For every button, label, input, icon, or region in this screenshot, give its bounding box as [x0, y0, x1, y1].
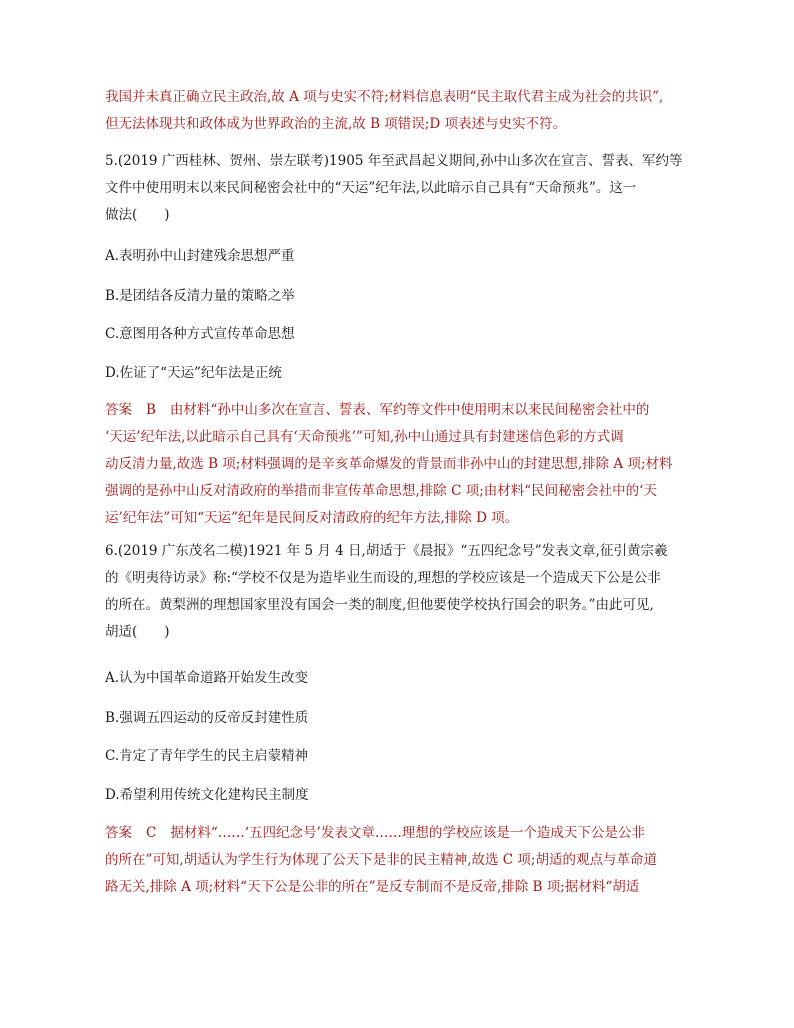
q5-stem — [105, 148, 690, 229]
q6-option-d: D.希望利用传统文化建构民主制度 — [105, 787, 309, 803]
q5-answer — [105, 397, 690, 532]
q6-option-b: B.强调五四运动的反帝反封建性质 — [105, 710, 309, 726]
q6-answer-line: 的所在”可知,胡适认为学生行为体现了公天下是非的民主精神,故选 C 项;胡适的观点与革命道 — [105, 852, 657, 868]
prev-explanation-line: 但无法体现共和政体成为世界政治的主流,故 B 项错误;D 项表述与史实不符。 — [105, 116, 566, 132]
q5-answer-label: 答案 — [105, 402, 132, 418]
q5-stem-line: 文件中使用明末以来民间秘密会社中的“天运”纪年法,以此暗示自己具有“天命预兆”。这一 — [105, 180, 637, 196]
q6-option-c: C.肯定了青年学生的民主启蒙精神 — [105, 748, 309, 764]
q5-answer-choice: B — [146, 402, 156, 418]
q5-answer-line: 强调的是孙中山反对清政府的举措而非宣传革命思想,排除 C 项;由材料“民间秘密会社中的‘天 — [105, 483, 657, 499]
q5-stem-line: 做法( ) — [105, 207, 170, 223]
q6-answer-line — [105, 820, 690, 847]
q5-option-c: C.意图用各种方式宣传革命思想 — [105, 326, 295, 342]
q6-answer — [105, 820, 690, 901]
prev-explanation-line: 我国并未真正确立民主政治,故 A 项与史实不符;材料信息表明“民主取代君主成为社会的共识”, — [105, 89, 664, 105]
q5-answer-text: 由材料“孙中山多次在宣言、誓表、军约等文件中使用明末以来民间秘密会社中的 — [169, 402, 650, 418]
q6-option-a: A.认为中国革命道路开始发生改变 — [105, 670, 309, 686]
q5-option-a: A.表明孙中山封建残余思想严重 — [105, 248, 295, 264]
q6-stem-line: 6.(2019 广东茂名二模)1921 年 5 月 4 日,胡适于《晨报》“五四纪念号”发表文章,征引黄宗羲 — [105, 543, 668, 559]
q5-answer-line — [105, 397, 690, 424]
q6-answer-label: 答案 — [105, 825, 132, 841]
q6-answer-choice: C — [146, 825, 157, 841]
prev-explanation — [105, 84, 690, 138]
q5-answer-line: ‘天运’纪年法,以此暗示自己具有‘天命预兆’”可知,孙中山通过具有封建迷信色彩的方式调 — [105, 429, 624, 445]
q6-stem-line: 的所在。黄梨洲的理想国家里没有国会一类的制度,但他要使学校执行国会的职务。”由此可见, — [105, 597, 654, 613]
q6-stem-line: 胡适( ) — [105, 624, 170, 640]
q5-stem-line: 5.(2019 广西桂林、贺州、崇左联考)1905 年至武昌起义期间,孙中山多次在宣言、誓表、军约等 — [105, 153, 683, 169]
q5-option-d: D.佐证了“天运”纪年法是正统 — [105, 365, 282, 381]
q5-answer-line: 运’纪年法”可知“天运”纪年是民间反对清政府的纪年方法,排除 D 项。 — [105, 510, 519, 526]
q6-stem-line: 的《明夷待访录》称:“学校不仅是为造毕业生而设的,理想的学校应该是一个造成天下公是公非 — [105, 570, 661, 586]
q6-answer-text: 据材料“……‘五四纪念号’发表文章……理想的学校应该是一个造成天下公是公非 — [170, 825, 645, 841]
q5-answer-line: 动反清力量,故选 B 项;材料强调的是辛亥革命爆发的背景而非孙中山的封建思想,排除 A 项;材料 — [105, 456, 673, 472]
q6-stem — [105, 538, 690, 646]
q5-option-b: B.是团结各反清力量的策略之举 — [105, 288, 295, 304]
q6-answer-line: 路无关,排除 A 项;材料“天下公是公非的所在”是反专制而不是反帝,排除 B 项;据材料“胡适 — [105, 879, 640, 895]
